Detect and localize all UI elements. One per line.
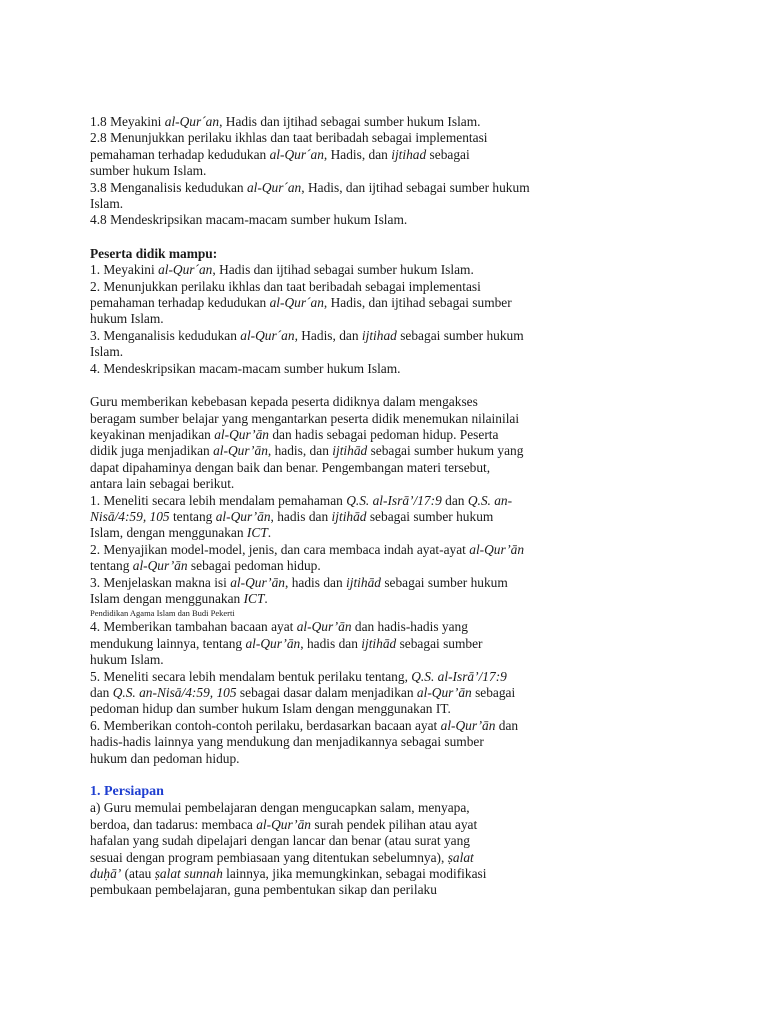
text-line (90, 460, 560, 476)
text-line (90, 817, 560, 833)
text-line (90, 542, 560, 558)
text-run: (atau (121, 866, 155, 882)
italic-term: ṣalat sunnah (154, 866, 223, 882)
text-run: Islam, dengan menggunakan (90, 525, 247, 541)
text-run: dan (441, 492, 468, 508)
italic-term: ijtihad (391, 146, 427, 162)
guru-paragraph-a (90, 394, 560, 607)
text-run: tentang (169, 508, 216, 524)
text-run: , hadis dan (285, 574, 347, 590)
text-run: 3.8 Menganalisis kedudukan (90, 179, 247, 195)
italic-term: duḥā’ (90, 866, 122, 882)
guru-paragraph-b (90, 619, 560, 767)
italic-term: Q.S. al-Isrā’/17:9 (411, 668, 507, 684)
footer-label: Pendidikan Agama Islam dan Budi Pekerti (90, 608, 235, 619)
text-line (90, 328, 560, 344)
text-line (90, 279, 560, 295)
text-line (90, 575, 560, 591)
text-run: Guru memberikan kebebasan kepada peserta didiknya dalam mengakses (90, 394, 478, 410)
italic-term: al-Qur’ān (132, 558, 188, 574)
text-line (90, 311, 560, 327)
text-run: sebagai dasar dalam menjadikan (236, 685, 417, 700)
italic-term: ijtihād (346, 574, 381, 590)
text-run: 3. Menjelaskan makna isi (90, 574, 231, 590)
text-run: , Hadis dan ijtihad sebagai sumber hukum Islam. (219, 114, 481, 129)
text-run: didik juga menjadikan (90, 443, 214, 459)
text-run: lainnya, jika memungkinkan, sebagai modifikasi (222, 866, 487, 882)
text-run: , Hadis, dan ijtihad sebagai sumber (323, 295, 512, 311)
text-line (90, 163, 560, 179)
text-run: sebagai sumber hukum yang (367, 443, 524, 459)
text-line (90, 685, 560, 701)
italic-term: Q.S. an-Nisā/4:59, 105 (112, 685, 237, 700)
text-run: dan hadis sebagai pedoman hidup. Peserta (269, 426, 499, 442)
italic-term: al-Qur´an (158, 262, 213, 278)
text-run: 1.8 Meyakini (90, 114, 165, 129)
italic-term: Q.S. al-Isrā’/17:9 (346, 492, 442, 508)
text-line (90, 394, 560, 410)
text-run: a) Guru memulai pembelajaran dengan mengucapkan salam, menyapa, (90, 800, 470, 816)
text-line (90, 850, 560, 866)
italic-term: ICT (246, 525, 268, 541)
text-line (90, 196, 560, 212)
text-line (90, 652, 560, 668)
text-line (90, 800, 560, 816)
spacer (90, 229, 560, 246)
text-run: 3. Menganalisis kedudukan (90, 327, 241, 343)
text-run: dan (495, 717, 519, 733)
text-run: sebagai (471, 685, 516, 700)
italic-term: ṣalat (447, 849, 474, 865)
text-run: keyakinan menjadikan (90, 426, 215, 442)
italic-term: al-Qur´an (240, 327, 295, 343)
text-run: 1. Meyakini (90, 262, 159, 278)
italic-term: ijtihād (361, 635, 397, 651)
text-line (90, 443, 560, 459)
italic-term: Nisā/4:59, 105 (90, 508, 170, 524)
text-run: beragam sumber belajar yang mengantarkan peserta didik menemukan nilainilai (90, 410, 520, 426)
text-run: hukum Islam. (90, 311, 164, 327)
text-run: sebagai pedoman hidup. (187, 558, 321, 574)
text-run: , Hadis, dan ijtihad sebagai sumber hukum (301, 179, 530, 195)
text-run: , Hadis, dan (294, 327, 362, 343)
italic-term: al-Qur´an (269, 295, 324, 311)
italic-term: ijtihad (361, 327, 397, 343)
text-run: 5. Meneliti secara lebih mendalam bentuk perilaku tentang, (90, 668, 412, 684)
peserta-list (90, 262, 560, 377)
spacer (90, 767, 560, 784)
text-run: antara lain sebagai berikut. (90, 476, 235, 492)
text-run: mendukung lainnya, tentang (90, 635, 246, 651)
italic-term: al-Qur´an (246, 179, 302, 195)
italic-term: al-Qur’ān (469, 541, 525, 557)
text-line (90, 212, 560, 228)
text-run: sebagai sumber (396, 635, 483, 651)
text-line (90, 866, 560, 882)
text-run: sumber hukum Islam. (90, 163, 207, 179)
italic-term: al-Qur’ān (296, 619, 352, 635)
text-run: hadis-hadis lainnya yang mendukung dan menjadikannya sebagai sumber (90, 734, 484, 750)
text-line (90, 262, 560, 278)
text-line (90, 493, 560, 509)
text-run: , hadis dan (300, 635, 362, 651)
text-run: 6. Memberikan contoh-contoh perilaku, berdasarkan bacaan ayat (90, 717, 441, 733)
text-line (90, 734, 560, 750)
text-run: pedoman hidup dan sumber hukum Islam dengan menggunakan IT. (90, 701, 451, 717)
italic-term: al-Qur’ān (440, 717, 496, 733)
text-run: sebagai sumber hukum (396, 327, 524, 343)
text-run: Islam dengan menggunakan (90, 590, 244, 606)
text-run: 1. Meneliti secara lebih mendalam pemahaman (90, 492, 347, 508)
text-line (90, 411, 560, 427)
italic-term: al-Qur´an (269, 146, 324, 162)
italic-term: al-Qur’ān (256, 816, 312, 832)
text-line (90, 558, 560, 574)
text-line (90, 833, 560, 849)
text-run: hafalan yang sudah dipelajari dengan lancar dan benar (atau surat yang (90, 833, 470, 849)
text-run: Islam. (90, 344, 124, 360)
text-line (90, 619, 560, 635)
text-line (90, 882, 560, 898)
text-run: hukum dan pedoman hidup. (90, 750, 240, 766)
text-run: sebagai sumber hukum (380, 574, 508, 590)
text-line (90, 525, 560, 541)
text-line (90, 669, 560, 685)
text-run: dapat dipahaminya dengan baik dan benar. Pengembangan materi tersebut, (90, 459, 491, 475)
text-line (90, 636, 560, 652)
text-run: dan (90, 685, 113, 700)
text-line (90, 751, 560, 767)
text-run: sebagai sumber hukum (366, 508, 494, 524)
text-run: 2. Menunjukkan perilaku ikhlas dan taat beribadah sebagai implementasi (90, 278, 481, 294)
text-run: 4. Mendeskripsikan macam-macam sumber hukum Islam. (90, 360, 401, 376)
italic-term: al-Qur’ān (230, 574, 286, 590)
persiapan-paragraph (90, 800, 560, 898)
text-line (90, 476, 560, 492)
text-line (90, 114, 560, 130)
text-line (90, 427, 560, 443)
italic-term: al-Qur´an (164, 114, 220, 129)
text-run: . (267, 525, 272, 541)
italic-term: Q.S. an- (467, 492, 513, 508)
text-line (90, 130, 560, 146)
peserta-heading: Peserta didik mampu: (90, 245, 218, 261)
text-line (90, 295, 560, 311)
persiapan-heading: 1. Persiapan (90, 784, 164, 800)
text-run: , hadis dan (270, 508, 332, 524)
text-line (90, 509, 560, 525)
text-run: tentang (90, 558, 133, 574)
text-run: , hadis, dan (267, 443, 333, 459)
spacer (90, 377, 560, 394)
text-run: Islam. (90, 196, 124, 212)
text-run: , Hadis, dan (323, 146, 392, 162)
text-run: hukum Islam. (90, 652, 164, 668)
italic-term: ijtihād (331, 508, 367, 524)
italic-term: al-Qur’ān (215, 508, 271, 524)
text-line (90, 147, 560, 163)
text-run: sebagai (426, 146, 470, 162)
text-run: pemahaman terhadap kedudukan (90, 146, 270, 162)
italic-term: al-Qur’ān (245, 635, 301, 651)
text-run: surah pendek pilihan atau ayat (311, 816, 478, 832)
text-line (90, 718, 560, 734)
italic-term: al-Qur’ān (214, 426, 270, 442)
text-run: 2. Menyajikan model-model, jenis, dan cara membaca indah ayat-ayat (90, 541, 470, 557)
italic-term: al-Qur’ān (416, 685, 472, 700)
text-run: pemahaman terhadap kedudukan (90, 295, 270, 311)
objectives-block (90, 114, 560, 229)
text-run: , Hadis dan ijtihad sebagai sumber hukum Islam. (212, 262, 474, 278)
text-run: 2.8 Menunjukkan perilaku ikhlas dan taat beribadah sebagai implementasi (90, 130, 488, 146)
italic-term: ICT (243, 590, 265, 606)
text-run: sesuai dengan program pembiasaan yang ditentukan sebelumnya), (90, 849, 448, 865)
text-line (90, 361, 560, 377)
text-line (90, 180, 560, 196)
text-line (90, 591, 560, 607)
italic-term: al-Qur’ān (213, 443, 268, 459)
text-run: berdoa, dan tadarus: membaca (90, 816, 257, 832)
italic-term: ijtihād (332, 443, 368, 459)
text-run: pembukaan pembelajaran, guna pembentukan sikap dan perilaku (90, 882, 437, 898)
text-line (90, 344, 560, 360)
text-run: 4. Memberikan tambahan bacaan ayat (90, 619, 297, 635)
text-run: . (264, 590, 268, 606)
text-line (90, 701, 560, 717)
document-body (90, 114, 560, 899)
text-run: dan hadis-hadis yang (351, 619, 468, 635)
text-run: 4.8 Mendeskripsikan macam-macam sumber hukum Islam. (90, 212, 408, 228)
